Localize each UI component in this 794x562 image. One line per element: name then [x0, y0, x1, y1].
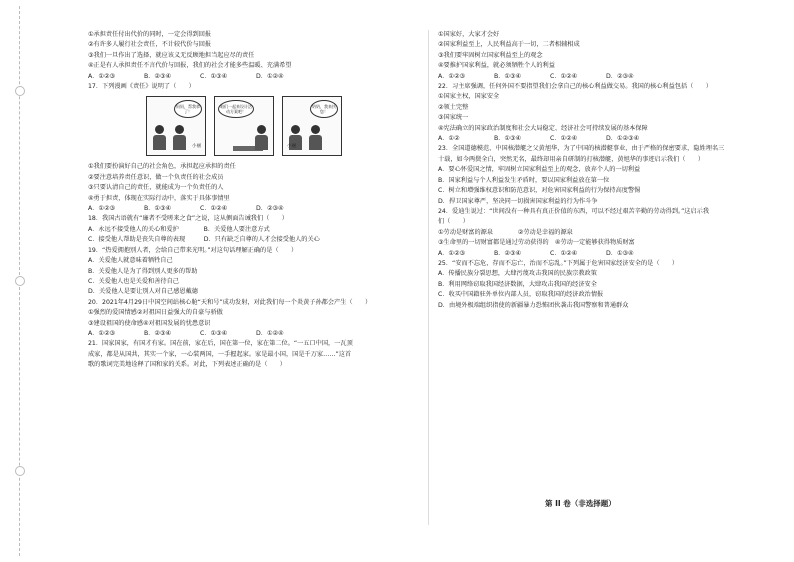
cartoon-panel-1 [146, 96, 206, 156]
answer-option: D．关爱他人是要让别人对自己感恩戴德 [88, 288, 198, 296]
option-c: C．①③④ [200, 72, 228, 80]
answer-options [88, 329, 428, 339]
answer-option-row: A．永远不接受他人的关心和爱护 B．关爱他人要注意方式 [88, 225, 270, 233]
statement: ③国家统一 [438, 114, 469, 122]
option-c: C．①②④ [550, 72, 578, 80]
statement: ①承担责任付出代价的同时，一定会得到回报 [88, 31, 212, 38]
option-b: B．①③④ [494, 72, 522, 80]
statement: ①国家主权，国家安全 [438, 93, 500, 101]
left-column [88, 30, 428, 371]
option-a: A．①②③ [88, 205, 116, 213]
question-19: 19．“热爱拥抱別人者，会给自己带来光明。”对这句话理解正确的是（ ） [88, 246, 298, 254]
panel-label: 小丽 [192, 144, 201, 150]
question-24: 24．爱迪生说过：“世间没有一种具有真正价值的东西，可以不经过艰苦辛勤的劳动得到。”这启示我 [438, 207, 710, 215]
option-d: D．①②④ [256, 329, 284, 337]
statement: ①国家好，大家才会好 [438, 31, 500, 38]
column-divider [428, 30, 429, 525]
statement: ②领土完整 [438, 103, 469, 111]
person-icon [255, 125, 269, 151]
binding-margin [10, 6, 28, 556]
question-22: 22．习主席强调，任何外国不要指望我们会拿自己的核心利益做交易。我国的核心利益包括（ ） [438, 83, 712, 91]
question-20: 20．2021年4月29日中国空间站核心舱“天和号”成功发射，对此我们每一个炎黄子孙都会产生（ ） [88, 298, 372, 306]
answer-options [88, 204, 428, 214]
option-a: A．①②③ [88, 329, 116, 337]
answer-option: B．关爱他人是为了得到別人更多的帮助 [88, 267, 198, 275]
option-d: D．②③④ [606, 72, 634, 80]
binding-hole [15, 86, 25, 96]
person-icon [153, 125, 167, 151]
statement: ④要推护国家利益，就必须牺牲个人的利益 [438, 62, 555, 70]
option-a: A．①② [438, 135, 460, 143]
speech-bubble: 奶奶，我来扶您！ [310, 100, 338, 118]
answer-options [438, 249, 778, 259]
question-24-cont: 们（ ） [438, 218, 469, 226]
statement: ①我们要扮演好自己的社会角色，承担起应承担的责任 [88, 163, 236, 171]
option-a: A．①②③ [438, 72, 466, 80]
question-17: 17．下列漫画《责任》说明了（ ） [88, 83, 195, 91]
question-21-cont: 成家，都是从国共，其实一个家，一心装两国，一手握起家。家是最小国，国是千万家……”这首 [88, 350, 352, 358]
statement: ①强烈的爱国情感②对祖国日益强大的自豪与骄傲 [88, 309, 223, 317]
statement: ③生命里的一切财富都是通过劳动获得的 ④劳动一定能够获得物质财富 [438, 239, 635, 247]
answer-option: D．由境外极端组织指使的新疆暴力恐怖团伙袭击我国警察和普通群众 [438, 301, 629, 309]
statement: ④正是有人承担责任不言代价与回报，我们的社会才能多些温暖、充满希望 [88, 62, 292, 70]
question-23: 23．全国道德模范、中国核潜艇之父黄旭华，为了中国的核潜艇事业，由于严格的保密要求，隐姓埋名三 [438, 145, 725, 153]
option-b: B．②③④ [144, 329, 172, 337]
option-b: B．②③④ [144, 72, 172, 80]
statement: ②有许多人履行社会责任，不计较代价与回报 [88, 41, 212, 49]
statement: ②要注意培养责任意识，做一个负责任的社会成员 [88, 173, 224, 181]
statement: ②国家利益至上，人民利益高于一切，二者相辅相成 [438, 41, 580, 49]
answer-option-row: C．接受他人帮助是丧失自尊的表现 D．只有缺乏自尊的人才会接受他人的关心 [88, 236, 320, 244]
option-b: B．②③④ [494, 249, 522, 257]
answer-option: B．利用网络窃取我国经济数据，大肆攻击我国的经济安全 [438, 280, 597, 288]
elderly-person-icon [309, 125, 323, 151]
answer-options [88, 72, 428, 82]
answer-option: B．国家利益与个人利益发生矛盾时，要以国家利益放在第一位 [438, 176, 610, 184]
option-b: B．①③④ [144, 205, 172, 213]
option-d: D．①③④ [606, 249, 634, 257]
question-21-cont: 歌的歌词完美地诠释了国和家的关系。对此，下列表述正确的是（ ） [88, 361, 286, 369]
statement: ④宪法确立的国家政治制度和社会大局稳定、经济社会可持续发展的基本保障 [438, 124, 648, 132]
panel-label: 小丽 [287, 144, 296, 150]
answer-option: C．关爱他人也是关爱和善待自己 [88, 277, 179, 285]
answer-option: C．收买中国籍驻外单位内部人员，窃取我国的经济政治情报 [438, 291, 604, 299]
speech-bubble: 妈妈，帮我拿了！ [174, 100, 202, 118]
statement: ③建设祖国的使命感④对祖国发展的忧患意识 [88, 319, 211, 327]
answer-option: A．关爱他人就意味着牺牲自己 [88, 257, 173, 265]
speech-bubble: 咱们一起来设计活动方案吧！ [218, 100, 254, 118]
option-c: C．①②④ [550, 249, 578, 257]
option-d: D．②③④ [256, 205, 284, 213]
answer-options [438, 134, 778, 144]
question-21: 21．国家国家，有国才有家。国在前，家在后，国在第一位，家在第二位。“一五口中国，一瓦顶 [88, 340, 353, 348]
option-a: A．①②③ [438, 249, 466, 257]
statement: ③我们要牢固树立国家利益至上的观念 [438, 51, 543, 59]
statement: ③只要认清自己的责任，就能成为一个负责任的人 [88, 184, 224, 192]
option-a: A．①②③ [88, 72, 116, 80]
option-b: B．①③④ [494, 135, 522, 143]
answer-option: C．树立和增强维权意识和防范意识，对危害国家利益的行为保持高度警惕 [438, 187, 641, 195]
answer-option: D．捍卫国家尊严，坚决同一切损害国家利益的行为作斗争 [438, 197, 598, 205]
section-title: 第 II 卷（非选择题） [545, 499, 616, 508]
cartoon-panel-2 [214, 96, 274, 156]
statement: ①劳动是财富的源泉 ②劳动是幸福的源泉 [438, 228, 573, 236]
cartoon-responsibility [146, 96, 428, 158]
right-column [438, 30, 778, 311]
option-c: C．①③④ [200, 329, 228, 337]
answer-option: A．传播民族分裂思想，大肆污蔑攻击我国的民族宗教政策 [438, 270, 597, 278]
binding-hole [15, 466, 25, 476]
statement: ④勇于担责，体现在实际行动中，落实于具体事情里 [88, 194, 230, 202]
option-d: D．①②③④ [606, 135, 640, 143]
question-25: 25．“安而不忘危，存而不忘亡，治而不忘乱。”下列属于危害国家经济安全的是（ ） [438, 259, 679, 267]
option-c: C．①②④ [200, 205, 228, 213]
answer-option: A．要心怀爱国之情，牢固树立国家利益至上的观念，放弃个人的一切利益 [438, 166, 641, 174]
question-18: 18．我国古语就有“廉者不受嗟来之食”之说，这从侧面告诫我们（ ） [88, 215, 288, 223]
binding-hole [15, 276, 25, 286]
option-d: D．①②④ [256, 72, 284, 80]
option-c: C．①②④ [550, 135, 578, 143]
statement: ③我们一旦作出了选择，就应该义无反顾地担当起应尽的责任 [88, 51, 255, 59]
cartoon-panel-3 [282, 96, 342, 156]
person-icon [173, 125, 187, 151]
question-23-cont: 十载，如今两鬓全白，突然无名，最终却用亲自研制的打核潜艇，黄旭华的事迹启示我们（ ） [438, 155, 705, 163]
answer-options [438, 72, 778, 82]
